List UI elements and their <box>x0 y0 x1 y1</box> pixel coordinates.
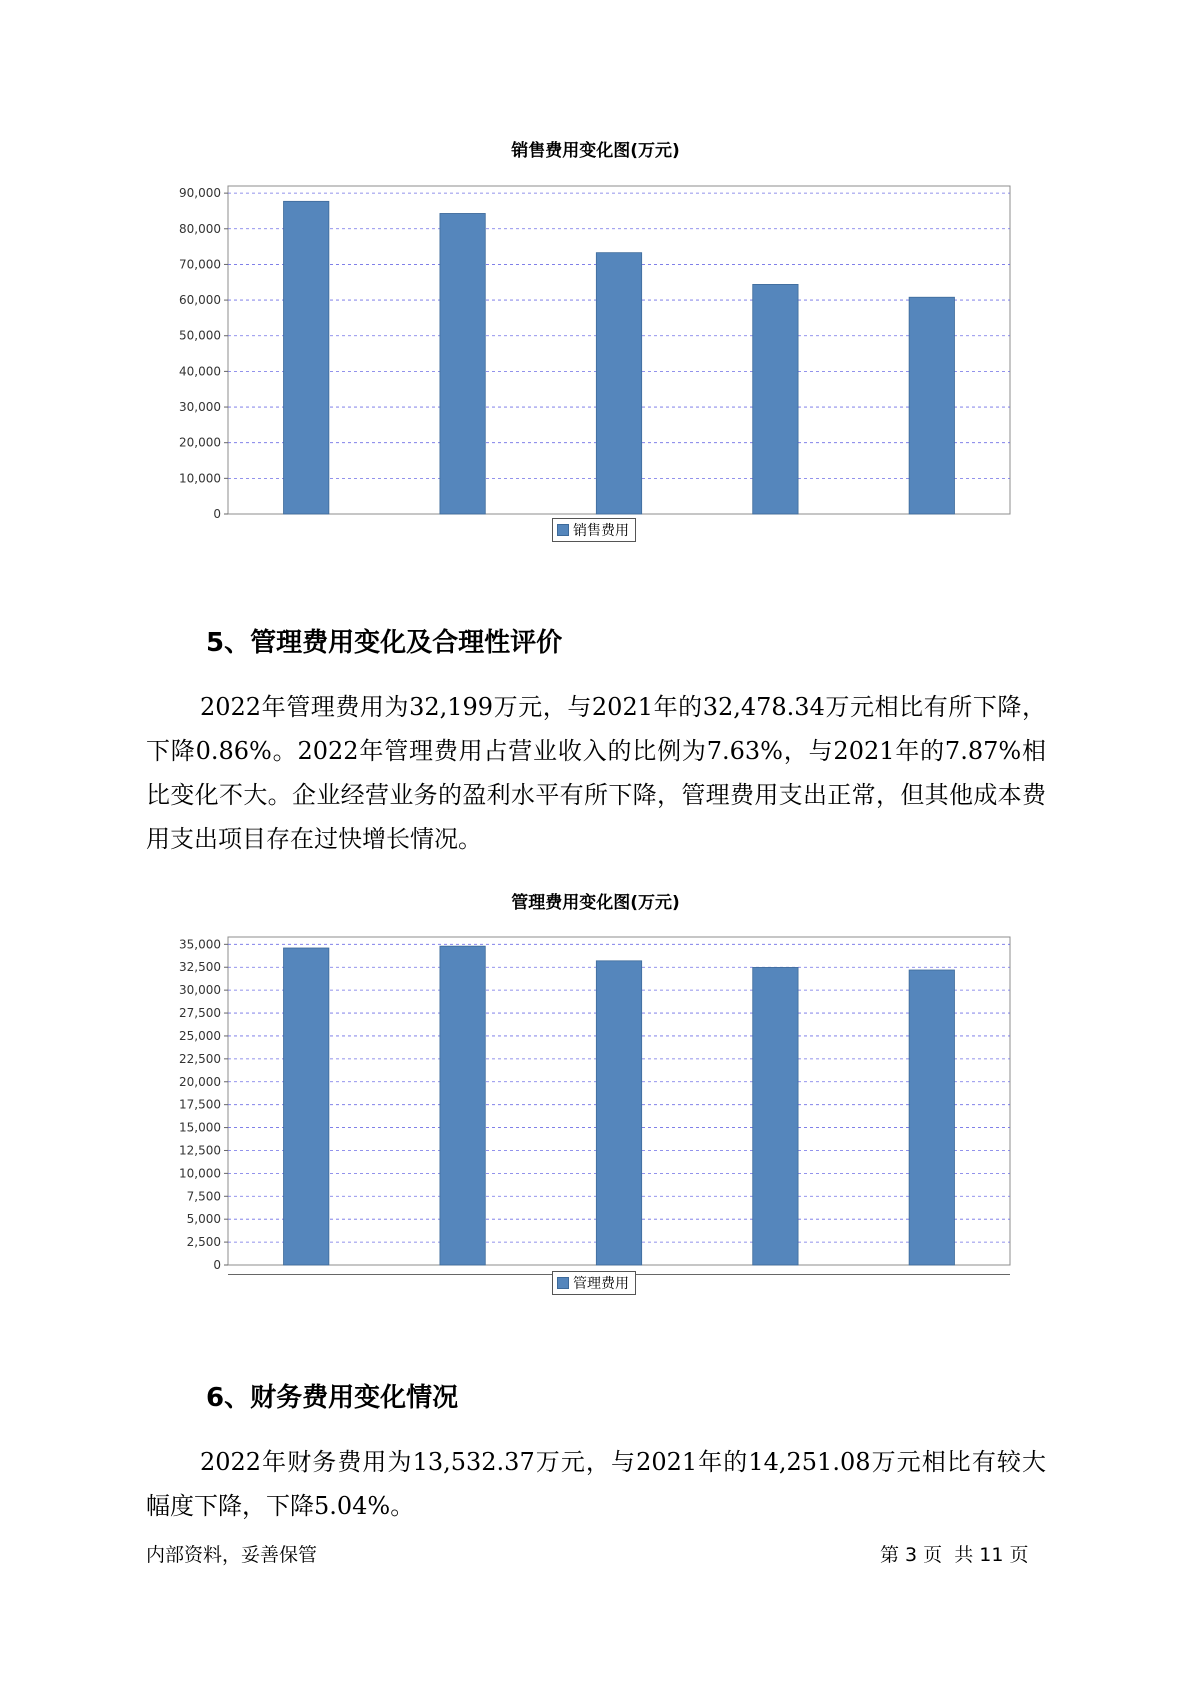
legend-swatch <box>557 1277 569 1289</box>
admin-chart <box>0 925 1191 1275</box>
y-tick-label: 40,000 <box>179 364 221 379</box>
y-tick-label: 35,000 <box>179 937 221 952</box>
y-tick-label: 27,500 <box>179 1006 221 1021</box>
section-5-heading: 5、管理费用变化及合理性评价 <box>206 628 563 658</box>
admin-chart-title: 管理费用变化图(万元) <box>511 893 680 913</box>
bar-2020年 <box>596 253 641 514</box>
section-6-paragraph <box>146 1440 1046 1528</box>
section-6-heading: 6、财务费用变化情况 <box>206 1383 459 1413</box>
y-tick-label: 60,000 <box>179 293 221 308</box>
bar-2022年 <box>909 970 954 1265</box>
sales-chart <box>0 160 1191 520</box>
section-5-text: 2022年管理费用为32,199万元，与2021年的32,478.34万元相比有所下降，下降0.86%。2022年管理费用占营业收入的比例为7.63%，与2021年的7.87%相比变化不大。企业经营业务的盈利水平有所下降，管理费用支出正常，但其他成本费用支出项目存在过快增长情况。 <box>146 693 1046 853</box>
admin-chart-legend <box>552 1271 636 1295</box>
y-tick-label: 90,000 <box>179 186 221 201</box>
sales-legend-label: 销售费用 <box>573 523 629 539</box>
bar-2018年 <box>284 201 329 514</box>
y-tick-label: 17,500 <box>179 1097 221 1112</box>
section-6-text: 2022年财务费用为13,532.37万元，与2021年的14,251.08万元相比有较大幅度下降，下降5.04%。 <box>146 1448 1046 1520</box>
admin-legend-label: 管理费用 <box>573 1276 629 1292</box>
bar-2019年 <box>440 213 485 514</box>
bar-2020年 <box>596 961 641 1265</box>
y-tick-label: 25,000 <box>179 1028 221 1043</box>
y-tick-label: 22,500 <box>179 1051 221 1066</box>
bar-2021年 <box>753 284 798 514</box>
bar-2019年 <box>440 946 485 1265</box>
y-tick-label: 2,500 <box>186 1235 221 1250</box>
footer-confidential: 内部资料，妥善保管 <box>146 1544 318 1566</box>
y-tick-label: 50,000 <box>179 328 221 343</box>
y-tick-label: 15,000 <box>179 1120 221 1135</box>
y-tick-label: 20,000 <box>179 1074 221 1089</box>
y-tick-label: 70,000 <box>179 257 221 272</box>
bar-2022年 <box>909 297 954 514</box>
y-tick-label: 80,000 <box>179 221 221 236</box>
y-tick-label: 32,500 <box>179 960 221 975</box>
y-tick-label: 12,500 <box>179 1143 221 1158</box>
y-tick-label: 30,000 <box>179 983 221 998</box>
legend-swatch <box>557 524 569 536</box>
y-tick-label: 0 <box>213 507 221 520</box>
bar-2018年 <box>284 948 329 1265</box>
y-tick-label: 5,000 <box>186 1212 221 1227</box>
y-tick-label: 20,000 <box>179 435 221 450</box>
y-tick-label: 10,000 <box>179 1166 221 1181</box>
sales-chart-title: 销售费用变化图(万元) <box>511 141 680 161</box>
y-tick-label: 0 <box>213 1258 221 1272</box>
footer-page-number: 第 3 页 共 11 页 <box>880 1544 1029 1566</box>
y-tick-label: 7,500 <box>186 1189 221 1204</box>
section-5-paragraph <box>146 685 1046 861</box>
y-tick-label: 30,000 <box>179 400 221 415</box>
bar-2021年 <box>753 967 798 1265</box>
sales-chart-legend <box>552 518 636 542</box>
y-tick-label: 10,000 <box>179 471 221 486</box>
